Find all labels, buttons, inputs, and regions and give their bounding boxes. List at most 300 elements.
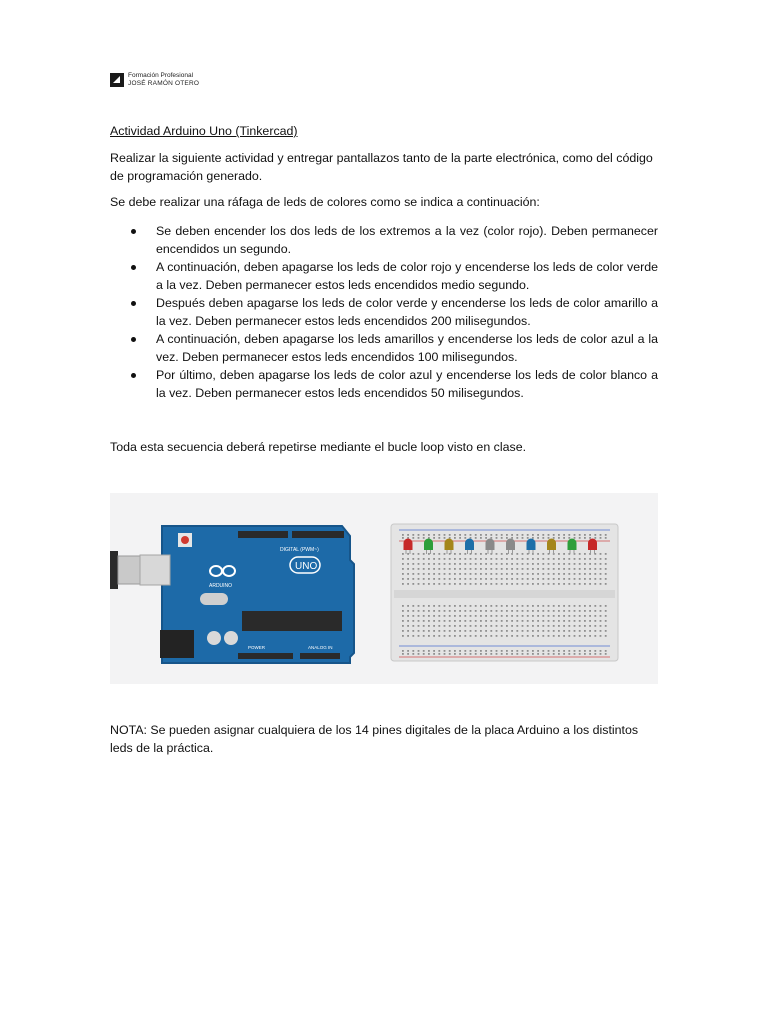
breadboard-hole [589, 573, 591, 575]
breadboard-hole [418, 625, 420, 627]
breadboard-hole [532, 583, 534, 585]
breadboard-hole [459, 553, 461, 555]
breadboard-hole [464, 578, 466, 580]
breadboard-hole [496, 605, 498, 607]
breadboard-hole [594, 558, 596, 560]
breadboard-hole [501, 605, 503, 607]
breadboard-hole [480, 653, 482, 655]
breadboard-hole [428, 635, 430, 637]
breadboard-hole [574, 653, 576, 655]
breadboard-hole [563, 625, 565, 627]
breadboard-hole [459, 610, 461, 612]
analog-header-icon [300, 653, 340, 659]
breadboard-hole [553, 558, 555, 560]
breadboard-hole [449, 615, 451, 617]
loop-paragraph: Toda esta secuencia deberá repetirse mediante el bucle loop visto en clase. [110, 440, 527, 454]
breadboard-hole [584, 578, 586, 580]
breadboard-hole [407, 578, 409, 580]
lead-paragraph: Se debe realizar una ráfaga de leds de colores como se indica a continuación: [110, 195, 540, 209]
digital-header-left-icon [238, 531, 288, 538]
breadboard-hole [459, 563, 461, 565]
breadboard-hole [511, 650, 513, 652]
breadboard-hole [527, 610, 529, 612]
breadboard-hole [464, 630, 466, 632]
breadboard-hole [568, 578, 570, 580]
breadboard-hole [522, 568, 524, 570]
breadboard-hole [480, 650, 482, 652]
breadboard-hole [600, 610, 602, 612]
breadboard-hole [449, 553, 451, 555]
breadboard-hole [568, 630, 570, 632]
breadboard-hole [542, 653, 544, 655]
breadboard-hole [522, 583, 524, 585]
breadboard-hole [501, 620, 503, 622]
breadboard-hole [454, 625, 456, 627]
breadboard-hole [522, 625, 524, 627]
breadboard-hole [464, 583, 466, 585]
breadboard-hole [568, 573, 570, 575]
breadboard-hole [516, 605, 518, 607]
breadboard-hole [568, 558, 570, 560]
breadboard-hole [433, 610, 435, 612]
breadboard-hole [584, 630, 586, 632]
breadboard-hole [464, 635, 466, 637]
breadboard-hole [470, 563, 472, 565]
breadboard-hole [433, 583, 435, 585]
breadboard-hole [584, 534, 586, 536]
breadboard-hole [470, 630, 472, 632]
breadboard-hole [558, 650, 560, 652]
activity-title: Actividad Arduino Uno (Tinkercad) [110, 124, 298, 138]
breadboard-hole [412, 563, 414, 565]
breadboard-hole [470, 605, 472, 607]
breadboard-hole [542, 568, 544, 570]
breadboard-hole [464, 558, 466, 560]
breadboard-hole [563, 563, 565, 565]
breadboard-hole [594, 563, 596, 565]
breadboard-hole [542, 615, 544, 617]
breadboard-center-gap [394, 590, 615, 598]
breadboard-hole [563, 615, 565, 617]
breadboard-hole [516, 563, 518, 565]
breadboard-hole [584, 620, 586, 622]
breadboard-hole [501, 578, 503, 580]
breadboard-hole [522, 553, 524, 555]
breadboard-hole [433, 573, 435, 575]
breadboard-hole [412, 558, 414, 560]
breadboard-hole [464, 650, 466, 652]
breadboard-hole [516, 625, 518, 627]
breadboard-hole [412, 583, 414, 585]
breadboard-hole [475, 583, 477, 585]
breadboard-hole [563, 610, 565, 612]
breadboard-hole [532, 650, 534, 652]
breadboard-hole [459, 537, 461, 539]
breadboard-hole [464, 610, 466, 612]
breadboard-hole [563, 578, 565, 580]
breadboard-hole [412, 573, 414, 575]
breadboard-hole [553, 625, 555, 627]
breadboard-hole [418, 630, 420, 632]
breadboard-hole [579, 610, 581, 612]
breadboard-hole [542, 553, 544, 555]
breadboard-hole [594, 573, 596, 575]
breadboard-hole [584, 573, 586, 575]
breadboard-hole [459, 583, 461, 585]
bullet-icon [131, 301, 136, 306]
breadboard-hole [454, 650, 456, 652]
breadboard-hole [418, 620, 420, 622]
breadboard-hole [516, 578, 518, 580]
breadboard-hole [516, 615, 518, 617]
breadboard-hole [475, 635, 477, 637]
breadboard-hole [584, 625, 586, 627]
breadboard-hole [579, 620, 581, 622]
breadboard-hole [542, 625, 544, 627]
breadboard-hole [485, 653, 487, 655]
breadboard-hole [548, 650, 550, 652]
breadboard-hole [480, 534, 482, 536]
breadboard-hole [444, 578, 446, 580]
step-text: Se deben encender los dos leds de los extremos a la vez (color rojo). Deben permanecer encendidos un segundo. [156, 224, 658, 256]
breadboard-hole [412, 610, 414, 612]
breadboard-hole [459, 650, 461, 652]
breadboard-hole [563, 573, 565, 575]
breadboard-hole [449, 653, 451, 655]
breadboard-hole [589, 578, 591, 580]
breadboard-hole [568, 635, 570, 637]
power-jack-icon [160, 630, 194, 658]
breadboard-hole [449, 563, 451, 565]
breadboard-hole [511, 568, 513, 570]
breadboard-hole [423, 650, 425, 652]
breadboard-hole [428, 558, 430, 560]
breadboard-hole [542, 650, 544, 652]
breadboard-hole [418, 573, 420, 575]
breadboard-hole [553, 650, 555, 652]
breadboard-hole [527, 573, 529, 575]
breadboard-hole [527, 630, 529, 632]
breadboard-hole [407, 650, 409, 652]
breadboard-hole [553, 615, 555, 617]
breadboard-hole [407, 563, 409, 565]
breadboard-hole [511, 537, 513, 539]
arduino-label: ARDUINO [209, 583, 233, 589]
breadboard-hole [563, 534, 565, 536]
breadboard-hole [568, 568, 570, 570]
breadboard-hole [589, 605, 591, 607]
breadboard-hole [558, 573, 560, 575]
breadboard-hole [464, 653, 466, 655]
breadboard-hole [475, 573, 477, 575]
breadboard-hole [537, 553, 539, 555]
breadboard-hole [438, 583, 440, 585]
breadboard-hole [433, 625, 435, 627]
breadboard-hole [475, 615, 477, 617]
breadboard-hole [438, 553, 440, 555]
breadboard-hole [459, 615, 461, 617]
breadboard-hole [548, 563, 550, 565]
breadboard-hole [594, 635, 596, 637]
breadboard-hole [589, 568, 591, 570]
breadboard-hole [594, 653, 596, 655]
breadboard-hole [527, 558, 529, 560]
breadboard-hole [589, 563, 591, 565]
breadboard-hole [433, 605, 435, 607]
breadboard-hole [600, 650, 602, 652]
breadboard-hole [584, 563, 586, 565]
breadboard-hole [594, 583, 596, 585]
breadboard-hole [444, 568, 446, 570]
breadboard-hole [428, 625, 430, 627]
breadboard-hole [553, 563, 555, 565]
breadboard-hole [433, 630, 435, 632]
breadboard-hole [433, 568, 435, 570]
breadboard-hole [459, 578, 461, 580]
breadboard-hole [496, 568, 498, 570]
breadboard-hole [563, 650, 565, 652]
breadboard-hole [464, 573, 466, 575]
breadboard-hole [548, 610, 550, 612]
breadboard-hole [537, 625, 539, 627]
breadboard-hole [589, 615, 591, 617]
breadboard-hole [506, 578, 508, 580]
breadboard-hole [480, 583, 482, 585]
breadboard-hole [423, 625, 425, 627]
breadboard-hole [605, 615, 607, 617]
breadboard-hole [584, 635, 586, 637]
breadboard-hole [579, 583, 581, 585]
breadboard-hole [542, 558, 544, 560]
breadboard-hole [459, 653, 461, 655]
breadboard-hole [444, 650, 446, 652]
breadboard-hole [532, 653, 534, 655]
breadboard-hole [563, 568, 565, 570]
breadboard-hole [537, 650, 539, 652]
breadboard-hole [490, 568, 492, 570]
breadboard-hole [475, 568, 477, 570]
breadboard-hole [563, 558, 565, 560]
breadboard-hole [418, 553, 420, 555]
breadboard-hole [433, 534, 435, 536]
breadboard-hole [527, 568, 529, 570]
breadboard-hole [402, 650, 404, 652]
breadboard-hole [418, 610, 420, 612]
breadboard-hole [558, 610, 560, 612]
breadboard-hole [470, 615, 472, 617]
breadboard-hole [511, 610, 513, 612]
uno-label: UNO [295, 561, 318, 572]
breadboard-hole [542, 620, 544, 622]
breadboard-hole [407, 568, 409, 570]
breadboard-hole [527, 537, 529, 539]
breadboard-hole [600, 630, 602, 632]
breadboard-hole [501, 583, 503, 585]
breadboard-hole [428, 568, 430, 570]
breadboard-hole [594, 534, 596, 536]
breadboard-hole [506, 610, 508, 612]
breadboard-hole [548, 635, 550, 637]
breadboard-hole [501, 573, 503, 575]
breadboard-hole [496, 573, 498, 575]
breadboard-hole [594, 568, 596, 570]
breadboard-hole [459, 573, 461, 575]
breadboard-hole [470, 650, 472, 652]
breadboard-hole [568, 583, 570, 585]
breadboard-hole [423, 573, 425, 575]
breadboard-hole [532, 625, 534, 627]
breadboard-hole [548, 625, 550, 627]
breadboard-hole [402, 653, 404, 655]
breadboard-hole [464, 537, 466, 539]
reset-button-icon [181, 536, 189, 544]
analog-label: ANALOG IN [308, 645, 333, 650]
breadboard-hole [407, 615, 409, 617]
breadboard-hole [485, 537, 487, 539]
digital-header-right-icon [292, 531, 344, 538]
breadboard-hole [496, 653, 498, 655]
breadboard-hole [412, 630, 414, 632]
breadboard-hole [506, 583, 508, 585]
breadboard-hole [600, 558, 602, 560]
breadboard-hole [485, 615, 487, 617]
breadboard-hole [475, 630, 477, 632]
breadboard-hole [402, 573, 404, 575]
breadboard-hole [574, 563, 576, 565]
breadboard-hole [444, 615, 446, 617]
breadboard-hole [449, 610, 451, 612]
breadboard-hole [527, 534, 529, 536]
list-item [110, 330, 658, 366]
breadboard-hole [589, 620, 591, 622]
breadboard-hole [444, 583, 446, 585]
breadboard-hole [527, 620, 529, 622]
breadboard-hole [480, 630, 482, 632]
breadboard-hole [584, 650, 586, 652]
breadboard-hole [511, 558, 513, 560]
breadboard-hole [418, 534, 420, 536]
breadboard-hole [511, 605, 513, 607]
breadboard-hole [522, 605, 524, 607]
breadboard-hole [532, 615, 534, 617]
breadboard-hole [454, 605, 456, 607]
list-item [110, 258, 658, 294]
breadboard-hole [459, 558, 461, 560]
breadboard-hole [428, 653, 430, 655]
breadboard-hole [438, 625, 440, 627]
breadboard-hole [589, 630, 591, 632]
breadboard-hole [475, 578, 477, 580]
breadboard-hole [475, 563, 477, 565]
breadboard-hole [412, 653, 414, 655]
breadboard-hole [511, 583, 513, 585]
breadboard-hole [485, 605, 487, 607]
breadboard-hole [470, 558, 472, 560]
breadboard-hole [594, 630, 596, 632]
breadboard-hole [490, 635, 492, 637]
institution-logo [110, 72, 199, 88]
breadboard-hole [402, 537, 404, 539]
breadboard-hole [438, 578, 440, 580]
breadboard-hole [412, 635, 414, 637]
breadboard-hole [480, 635, 482, 637]
breadboard-hole [418, 635, 420, 637]
breadboard-hole [594, 610, 596, 612]
breadboard-hole [485, 563, 487, 565]
breadboard-hole [548, 615, 550, 617]
bullet-icon [131, 265, 136, 270]
capacitor-2-icon [224, 631, 238, 645]
breadboard-hole [579, 573, 581, 575]
breadboard-hole [574, 650, 576, 652]
breadboard-hole [527, 650, 529, 652]
breadboard-hole [407, 534, 409, 536]
breadboard-hole [558, 605, 560, 607]
breadboard-hole [600, 635, 602, 637]
breadboard-hole [490, 583, 492, 585]
breadboard-hole [438, 650, 440, 652]
breadboard-hole [558, 620, 560, 622]
breadboard-hole [428, 605, 430, 607]
list-item [110, 294, 658, 330]
breadboard-hole [496, 578, 498, 580]
breadboard-hole [428, 553, 430, 555]
breadboard-hole [470, 573, 472, 575]
breadboard-hole [490, 605, 492, 607]
breadboard-hole [454, 553, 456, 555]
breadboard-hole [485, 553, 487, 555]
breadboard-hole [480, 605, 482, 607]
breadboard-hole [444, 630, 446, 632]
breadboard-hole [537, 568, 539, 570]
power-label: POWER [248, 645, 266, 650]
breadboard-hole [522, 610, 524, 612]
breadboard-hole [605, 563, 607, 565]
breadboard-hole [584, 610, 586, 612]
breadboard-hole [407, 630, 409, 632]
breadboard-hole [516, 610, 518, 612]
breadboard-hole [600, 615, 602, 617]
breadboard-hole [589, 650, 591, 652]
breadboard-hole [568, 610, 570, 612]
breadboard-hole [506, 568, 508, 570]
breadboard-hole [449, 568, 451, 570]
breadboard-hole [501, 568, 503, 570]
breadboard-hole [584, 558, 586, 560]
breadboard-hole [501, 635, 503, 637]
breadboard-hole [438, 568, 440, 570]
breadboard-hole [418, 537, 420, 539]
breadboard-hole [501, 553, 503, 555]
breadboard-hole [594, 625, 596, 627]
breadboard-hole [506, 537, 508, 539]
breadboard-hole [444, 573, 446, 575]
breadboard-hole [506, 650, 508, 652]
breadboard-hole [449, 605, 451, 607]
breadboard-hole [558, 625, 560, 627]
breadboard-hole [464, 563, 466, 565]
breadboard-hole [548, 583, 550, 585]
breadboard-hole [511, 615, 513, 617]
breadboard-hole [600, 568, 602, 570]
breadboard-hole [579, 653, 581, 655]
breadboard-hole [568, 650, 570, 652]
breadboard-hole [454, 630, 456, 632]
breadboard-hole [600, 620, 602, 622]
breadboard-hole [407, 558, 409, 560]
breadboard-hole [522, 558, 524, 560]
breadboard-hole [423, 553, 425, 555]
